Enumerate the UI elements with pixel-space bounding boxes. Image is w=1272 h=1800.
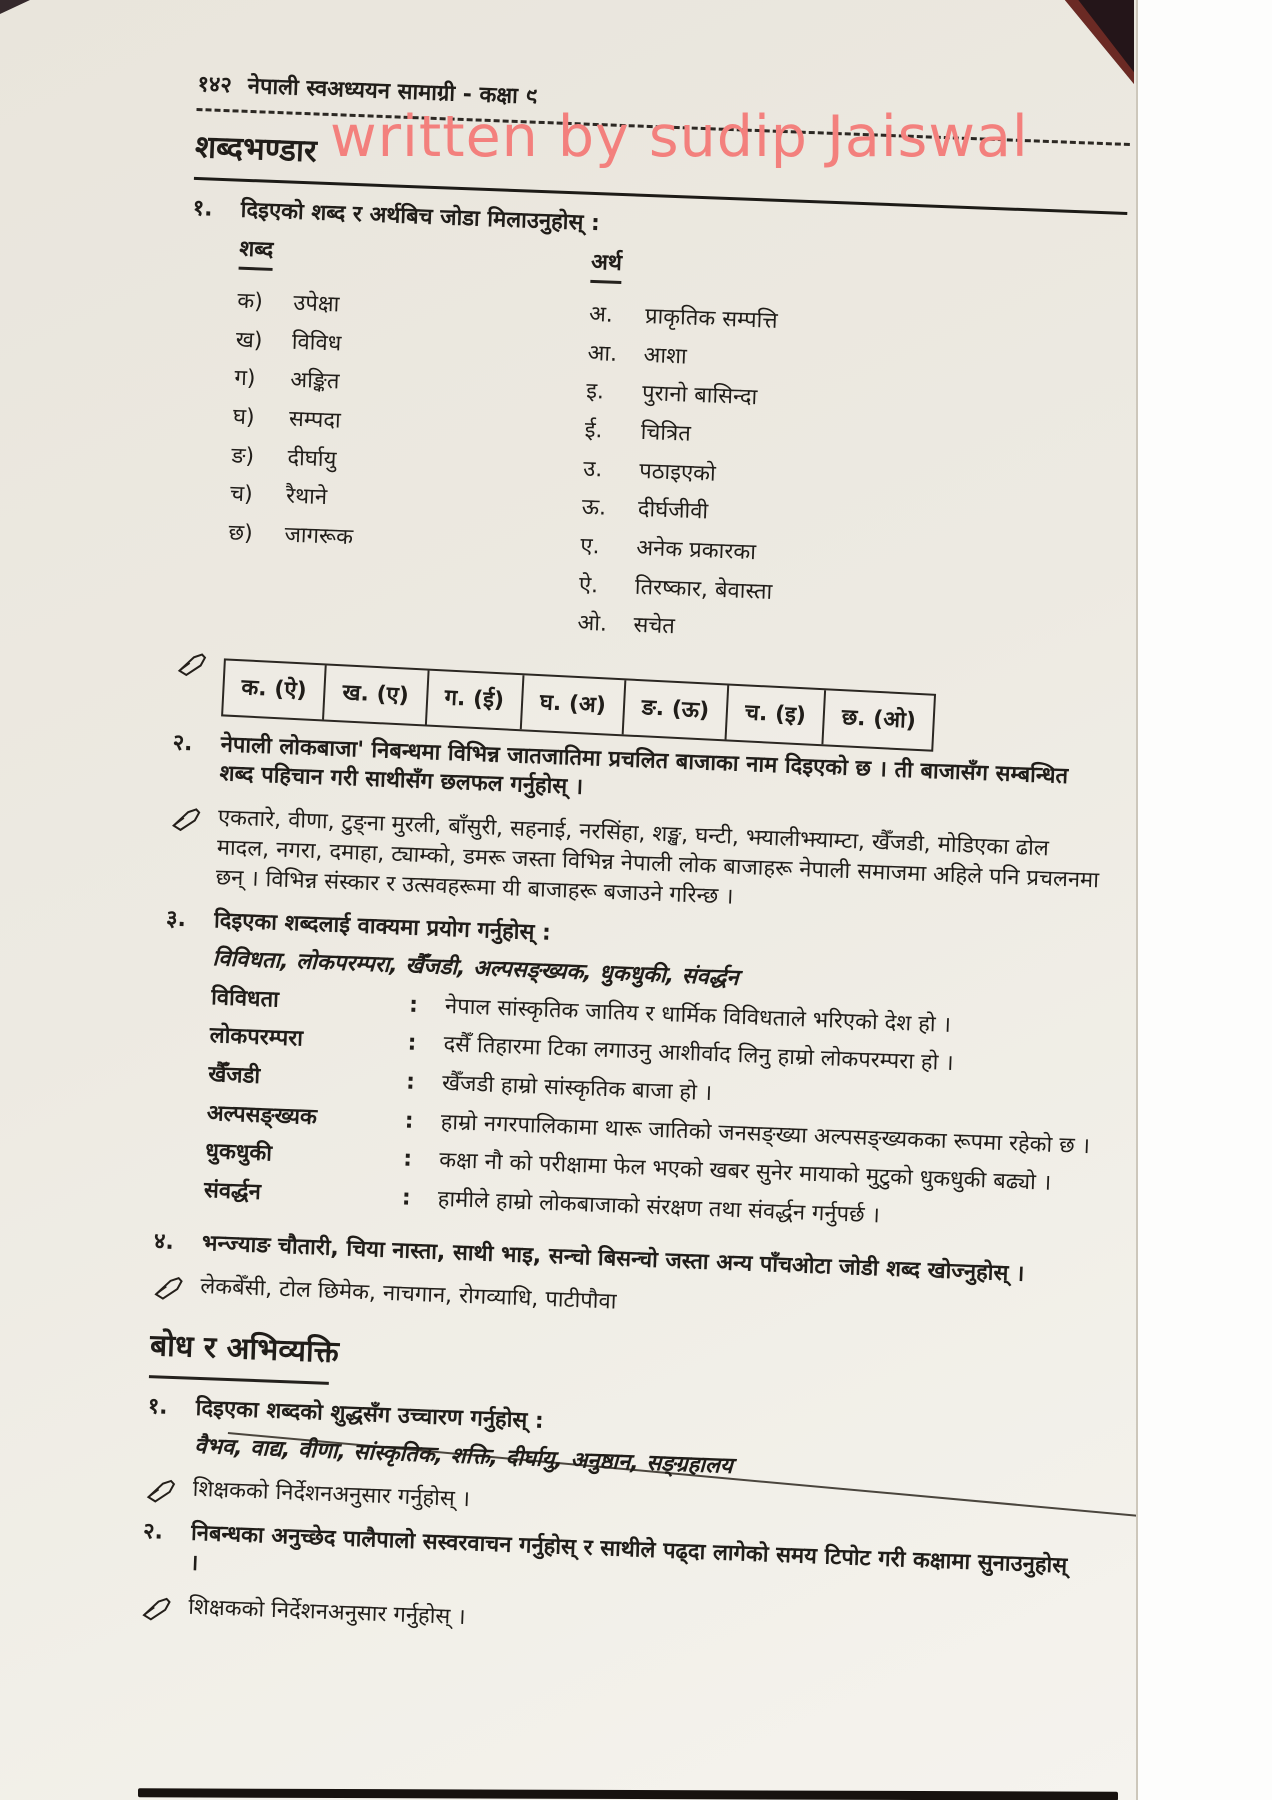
meaning-text: पुरानो बासिन्दा: [641, 381, 758, 411]
meaning-text: अनेक प्रकारका: [635, 535, 757, 566]
words-column: [225, 229, 592, 648]
meaning-label: ऐ.: [578, 572, 599, 599]
question-text: निबन्धका अनुच्छेद पालैपालो सस्वरवाचन गर्नुहोस् र साथीले पढ्दा लागेको समय टिपोट गरी कक्षामा सुनाउनुहोस् ।: [189, 1521, 1068, 1579]
meaning-text: तिरष्कार, बेवास्ता: [634, 574, 773, 605]
q2-answer-row: [167, 802, 1104, 926]
sentence-text: हाम्रो नगरपालिकामा थारू जातिको जनसङ्ख्या अल्पसङ्ख्यकका रूपमा रहेको छ ।: [440, 1109, 1091, 1159]
word-text: रैथाने: [285, 483, 328, 511]
question-text: दिइएको शब्द र अर्थबिच जोडा मिलाउनुहोस् :: [240, 197, 601, 236]
scan-corner-top-left: [0, 0, 30, 14]
answer-pen-icon: [140, 1591, 189, 1623]
words-column-header: शब्द: [239, 235, 274, 271]
meaning-label: ई.: [584, 417, 604, 444]
sentence-term: विविधता: [210, 984, 280, 1013]
question-text: दिइएका शब्दको शुद्धसँग उच्चारण गर्नुहोस् :: [195, 1395, 545, 1434]
question-number: ३.: [165, 906, 187, 933]
question-text: भन्ज्याङ चौतारी, चिया नास्ता, साथी भाइ, सन्चो बिसन्चो जस्ता अन्य पाँचओटा जोडी शब्द खोज्नुहोस् ।: [201, 1230, 1025, 1287]
word-label: च): [229, 481, 254, 508]
section-title-comprehension: बोध र अभिव्यक्ति: [149, 1328, 340, 1371]
page-number: १४२: [196, 71, 233, 99]
sentence-colon: :: [404, 1108, 415, 1134]
answer-cell: ग. (ई): [426, 671, 524, 729]
section-title-vocabulary: शब्दभण्डार: [194, 127, 1129, 215]
c1-answer-text: शिक्षकको निर्देशनअनुसार गर्नुहोस् ।: [192, 1477, 471, 1513]
word-label: ङ): [231, 443, 255, 470]
question-1: [177, 193, 1127, 667]
question-text: नेपाली लोकबाजा' निबन्धमा विभिन्न जातजातिमा प्रचलित बाजाका नाम दिइएको छ । ती बाजासँग सम्बन्धित शब्द पहिचान गरी साथीसँग छलफल गर्नुहोस् ।: [219, 732, 1069, 801]
word-item: [232, 403, 585, 446]
meanings-column-header: अर्थ: [590, 248, 622, 284]
sentence-colon: :: [408, 992, 419, 1018]
sentence-text: कक्षा नौ को परीक्षामा फेल भएको खबर सुनेर मायाको मुटुको धुकधुकी बढ्यो ।: [438, 1148, 1052, 1197]
sentence-term: लोकपरम्परा: [209, 1023, 304, 1052]
question-number: २.: [172, 730, 194, 757]
sentence-term: संवर्द्धन: [203, 1178, 262, 1206]
sentence-term: धुकधुकी: [204, 1139, 273, 1167]
question-text: दिइएका शब्दलाई वाक्यमा प्रयोग गर्नुहोस् :: [213, 908, 552, 947]
meanings-column: [577, 242, 1126, 668]
question-number: २.: [142, 1519, 164, 1545]
word-item: [235, 325, 588, 368]
watermark-text: written by sudip Jaiswal: [330, 104, 1029, 170]
word-label: क): [236, 288, 264, 315]
meaning-text: चित्रित: [640, 419, 692, 447]
answer-pen-icon: [152, 1271, 201, 1303]
q3-word-list: विविधता, लोकपरम्परा, खैँजडी, अल्पसङ्ख्यक, धुकधुकी, संवर्द्धन: [212, 946, 740, 991]
answer-pen-icon: [144, 1473, 193, 1505]
sentence-text: हामीले हाम्रो लोकबाजाको संरक्षण तथा संवर्द्धन गर्नुपर्छ ।: [437, 1186, 881, 1229]
meaning-text: आशा: [643, 342, 688, 370]
question-number: १.: [147, 1393, 169, 1420]
meanings-list: [577, 300, 1123, 659]
answer-cell: क. (ऐ): [223, 661, 327, 720]
meaning-text: प्राकृतिक सम्पत्ति: [644, 303, 778, 334]
c2-answer-text: शिक्षकको निर्देशनअनुसार गर्नुहोस् ।: [187, 1594, 467, 1630]
q4-answer-text: लेकबेँसी, टोल छिमेक, नाचगान, रोगव्याधि, पाटीपौवा: [199, 1274, 617, 1315]
word-item: [230, 480, 583, 523]
meaning-label: ऊ.: [581, 495, 607, 521]
word-label: ख): [235, 327, 263, 354]
word-text: अङ्कित: [289, 367, 340, 395]
answer-pen-icon: [174, 647, 225, 716]
meaning-label: अ.: [588, 301, 614, 328]
c1-word-list: वैभव, वाद्य, वीणा, सांस्कृतिक, शक्ति, दीर्घायु, अनुष्ठान, सङ्ग्रहालय: [193, 1433, 734, 1479]
sentence-colon: :: [401, 1185, 412, 1211]
word-label: घ): [232, 404, 256, 431]
sentence-term: अल्पसङ्ख्यक: [206, 1100, 318, 1130]
word-label: ग): [233, 365, 256, 392]
meaning-label: ओ.: [577, 611, 608, 638]
word-text: सम्पदा: [288, 406, 342, 434]
words-list: [228, 287, 590, 562]
answer-pen-icon: [167, 802, 218, 893]
scan-bottom-edge: [138, 1788, 1118, 1800]
word-text: उपेक्षा: [292, 290, 340, 318]
meaning-label: आ.: [587, 340, 618, 367]
sentence-colon: :: [402, 1146, 413, 1173]
meaning-label: इ.: [585, 379, 605, 405]
word-item: [234, 364, 587, 407]
meaning-text: पठाइएको: [638, 458, 717, 487]
answer-cell: ख. (ए): [324, 666, 429, 725]
sentence-text: खैँजडी हाम्रो सांस्कृतिक बाजा हो ।: [441, 1070, 713, 1106]
word-text: दीर्घायु: [287, 445, 337, 473]
book-title: नेपाली स्वअध्ययन सामाग्री - कक्षा ९: [247, 73, 538, 110]
answer-cell: छ. (ओ): [841, 705, 917, 734]
meaning-label: उ.: [582, 456, 603, 483]
q2-answer-text: एकतारे, वीणा, टुङ्ना मुरली, बाँसुरी, सहनाई, नरसिंहा, शङ्ख, घन्टी, झ्यालीझ्याम्टा, खैँजडी, मोडिएका ढोल मादल, नगरा, दमाहा, ट्याम्को, डमरू जस्ता विभिन्न नेपाली लोक बाजाहरू नेपाली समाजमा अहिले पनि प्रचलनमा छन् । विभिन्न संस्कार र उत्सवहरूमा यी बाजाहरू बजाउने गरिन्छ ।: [215, 805, 1100, 910]
word-item: [228, 519, 581, 562]
sentence-term: खैँजडी: [207, 1062, 261, 1089]
sentence-colon: :: [405, 1069, 416, 1095]
matching-columns: [225, 229, 1126, 668]
answer-cell: घ. (अ): [522, 675, 626, 734]
word-item: [237, 287, 590, 330]
answer-cell: ङ. (ऊ): [623, 681, 729, 740]
sentence-text: नेपाल सांस्कृतिक जातिय र धार्मिक विविधताले भरिएको देश हो ।: [444, 993, 952, 1038]
word-text: विविध: [291, 329, 342, 357]
question-number: १.: [192, 195, 214, 222]
sentence-colon: :: [407, 1030, 417, 1057]
word-item: [231, 441, 584, 484]
meaning-text: दीर्घजीवी: [637, 497, 709, 525]
meaning-label: ए.: [579, 533, 601, 560]
word-text: जागरूक: [284, 522, 354, 551]
page-content: [140, 70, 1132, 1656]
question-3: [155, 905, 1100, 1248]
word-label: छ): [228, 520, 254, 547]
answer-cell: च. (इ): [727, 686, 826, 744]
q3-sentences: [203, 983, 1097, 1239]
meaning-text: सचेत: [632, 613, 676, 640]
sentence-text: दसैँ तिहारमा टिका लगाउनु आशीर्वाद लिनु हाम्रो लोकपरम्परा हो ।: [443, 1032, 955, 1077]
question-number: ४.: [153, 1228, 175, 1255]
